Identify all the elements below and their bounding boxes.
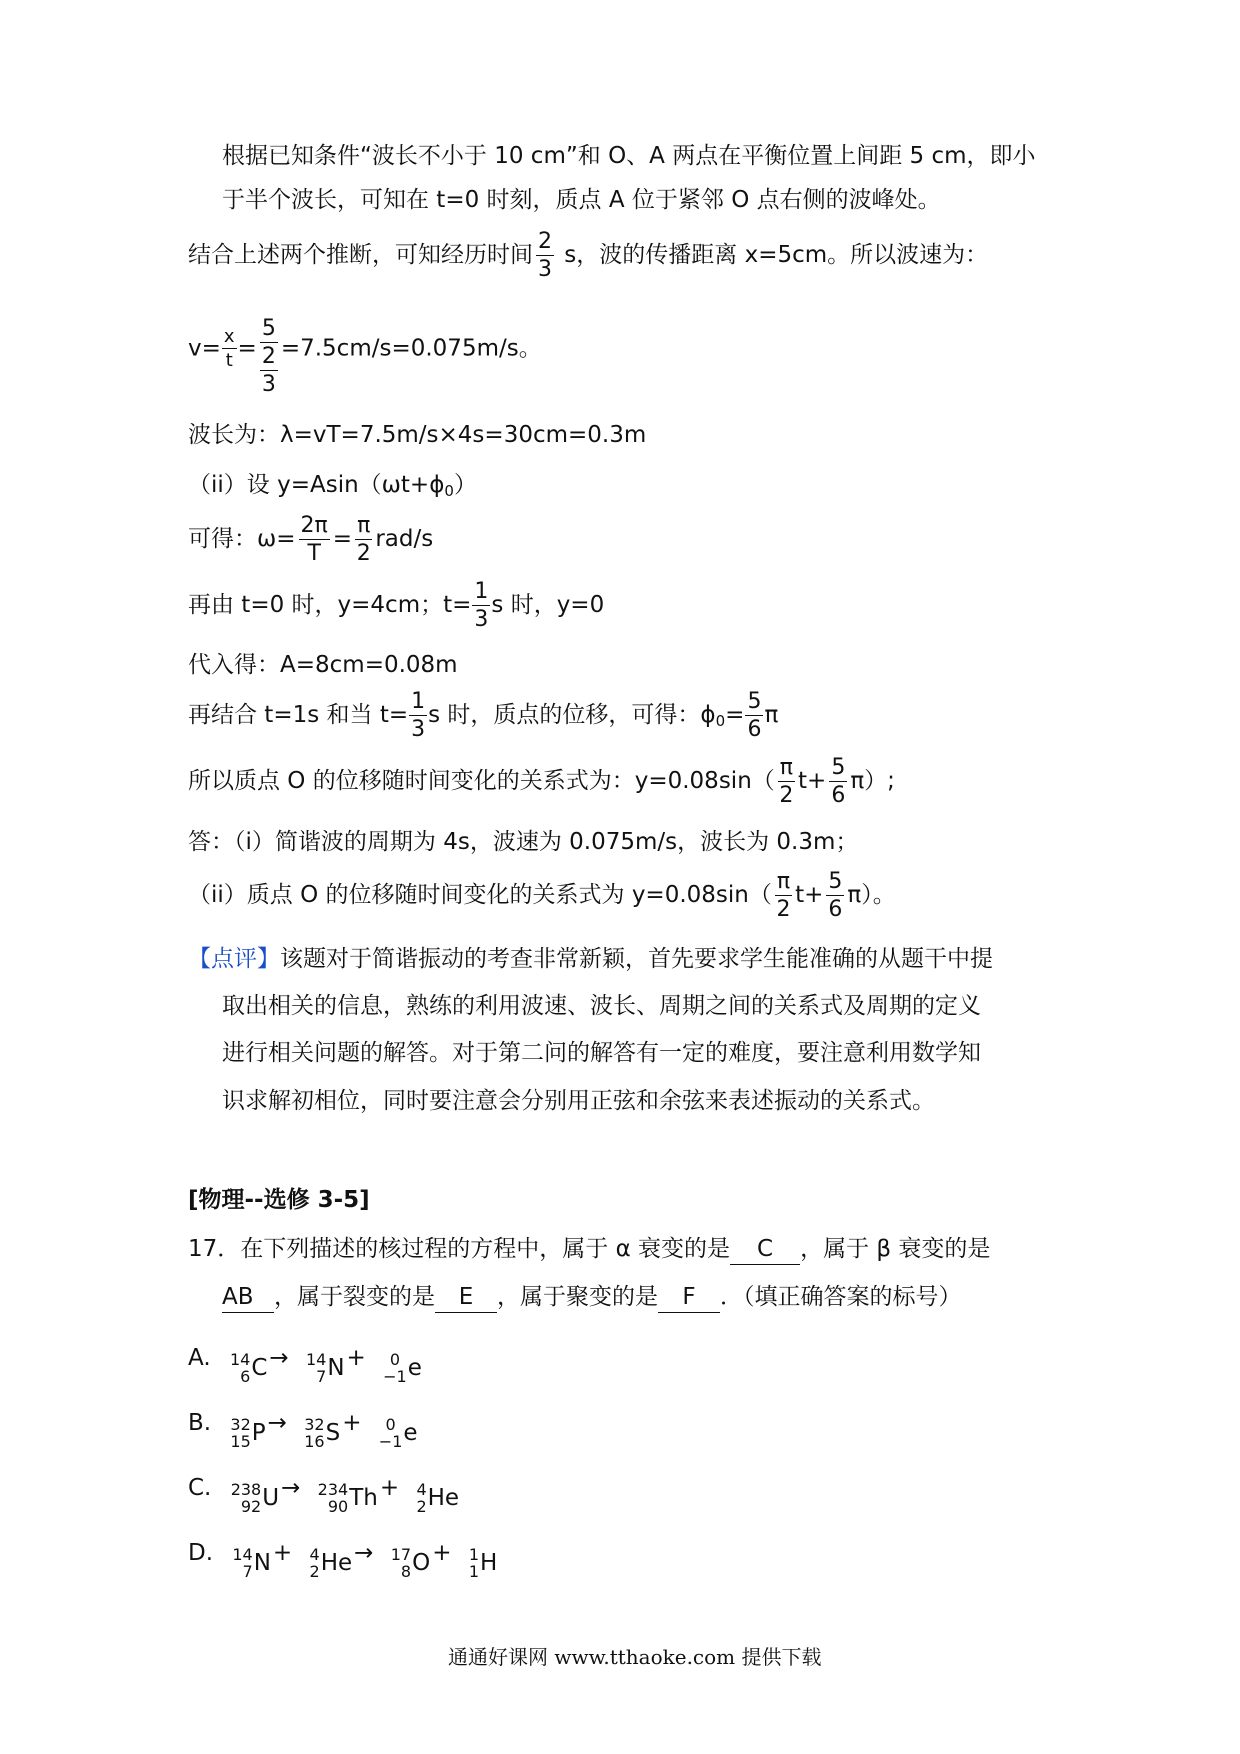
question-17-line-2: AB ，属于裂变的是 E ，属于聚变的是 F ．（填正确答案的标号）	[222, 1280, 962, 1314]
five-sixths-rel: $\frac{5}{6}$	[831, 754, 846, 808]
two-pi-over-t: $\frac{2\pi}{T}$	[300, 512, 328, 566]
question-17-line-1: 17．在下列描述的核过程的方程中，属于 α 衰变的是 C ，属于 β 衰变的是	[188, 1232, 990, 1266]
review-line-3: 进行相关问题的解答。对于第二问的解答有一定的难度，要注意利用数学知	[222, 1040, 981, 1066]
nuclide-n14: 14 7 N	[305, 1350, 345, 1386]
phi-line: 再结合 t=1s 和当 t= $\frac{1}{3}$ s 时，质点的位移，可得：$\phi_0=$ $\frac{5}{6}$ π	[188, 688, 779, 742]
five-over-two-thirds: $\frac{5}{\frac{2}{3}}$	[261, 316, 276, 397]
answer-alpha-blank: C	[730, 1234, 800, 1265]
five-sixths-fraction: $\frac{5}{6}$	[747, 688, 762, 742]
nuclide-u238: 238 92 U	[230, 1480, 280, 1516]
nuclide-electron: 0 −1 e	[383, 1350, 422, 1386]
x-over-t-fraction: $\frac{x}{t}$	[223, 325, 235, 371]
omega-line: 可得：ω= $\frac{2\pi}{T}$ = $\frac{\pi}{2}$ rad/s	[188, 512, 434, 566]
five-sixths-ans: $\frac{5}{6}$	[828, 868, 843, 922]
para2-text-b: s，波的传播距离 x=5cm。所以波速为：	[557, 242, 989, 268]
condition-line: 再由 t=0 时，y=4cm；t= $\frac{1}{3}$ s 时，y=0	[188, 578, 605, 632]
review-line-4: 识求解初相位，同时要注意会分别用正弦和余弦来表述振动的关系式。	[222, 1088, 935, 1114]
para2-text-a: 结合上述两个推断，可知经历时间	[188, 242, 533, 268]
nuclide-he4: 4 2 He	[416, 1480, 460, 1516]
one-third-fraction: $\frac{1}{3}$	[474, 578, 489, 632]
option-a: A. 14 6 C → 14 7 N + 0 −1 e	[188, 1345, 422, 1386]
answer-fission-blank: E	[435, 1282, 497, 1313]
nuclide-p32: 32 15 P	[230, 1415, 266, 1451]
answer-line-2: （ii）质点 O 的位移随时间变化的关系式为 y=0.08sin（ $\frac{\pi}{2}$ t+ $\frac{5}{6}$ π）。	[188, 868, 896, 922]
answer-line-1: 答：（i）简谐波的周期为 4s，波速为 0.075m/s，波长为 0.3m；	[188, 829, 859, 855]
pi-over-two-ans: $\frac{\pi}{2}$	[776, 868, 791, 922]
nuclide-s32: 32 16 S	[304, 1415, 341, 1451]
pi-over-two-rel: $\frac{\pi}{2}$	[779, 754, 794, 808]
velocity-formula: v= $\frac{x}{t}$ = $\frac{5}{\frac{2}{3}}$ =7.5cm/s=0.075m/s。	[188, 316, 542, 397]
time-fraction: $\frac{2}{3}$	[538, 228, 552, 282]
para2-line	[188, 226, 988, 284]
amplitude-line: 代入得：A=8cm=0.08m	[188, 652, 458, 678]
nuclide-electron-b: 0 −1 e	[378, 1415, 418, 1451]
option-d: D. 14 7 N + 4 2 He → 17 8 O + 1 1 H	[188, 1540, 498, 1581]
wavelength-line: 波长为：λ=vT=7.5m/s×4s=30cm=0.3m	[188, 422, 647, 448]
answer-fusion-blank: F	[658, 1282, 720, 1313]
one-third-fraction-2: $\frac{1}{3}$	[411, 688, 426, 742]
nuclide-o17: 17 8 O	[390, 1545, 431, 1581]
option-b: B. 32 15 P → 32 16 S + 0 −1 e	[188, 1410, 418, 1451]
relation-line: 所以质点 O 的位移随时间变化的关系式为：y=0.08sin（ $\frac{\pi}{2}$ t+ $\frac{5}{6}$ π）;	[188, 754, 895, 808]
part2-line: （ii）设 $y=Asin(\omega t+\phi_0)$	[188, 472, 477, 500]
para1-line1: 根据已知条件“波长不小于 10 cm”和 O、A 两点在平衡位置上间距 5 cm，即小	[222, 143, 1036, 169]
nuclide-th234: 234 90 Th	[317, 1480, 378, 1516]
review-tag: 【点评】	[188, 946, 280, 972]
option-c: C. 238 92 U → 234 90 Th + 4 2 He	[188, 1475, 460, 1516]
review-line-2: 取出相关的信息，熟练的利用波速、波长、周期之间的关系式及周期的定义	[222, 993, 981, 1019]
nuclide-he4-d: 4 2 He	[309, 1545, 353, 1581]
nuclide-h1: 1 1 H	[468, 1545, 498, 1581]
review-line-1: 【点评】该题对于简谐振动的考查非常新颖，首先要求学生能准确的从题干中提	[188, 946, 993, 972]
page-footer: 通通好课网 www.tthaoke.com 提供下载	[448, 1645, 822, 1669]
nuclide-n14-d: 14 7 N	[232, 1545, 271, 1581]
para1-line2: 于半个波长，可知在 t=0 时刻，质点 A 位于紧邻 O 点右侧的波峰处。	[222, 187, 941, 213]
answer-beta-blank: AB	[222, 1282, 274, 1313]
pi-over-two: $\frac{\pi}{2}$	[356, 512, 371, 566]
section-heading: [物理--选修 3-5]	[188, 1187, 370, 1213]
nuclide-c14: 14 6 C	[229, 1350, 268, 1386]
